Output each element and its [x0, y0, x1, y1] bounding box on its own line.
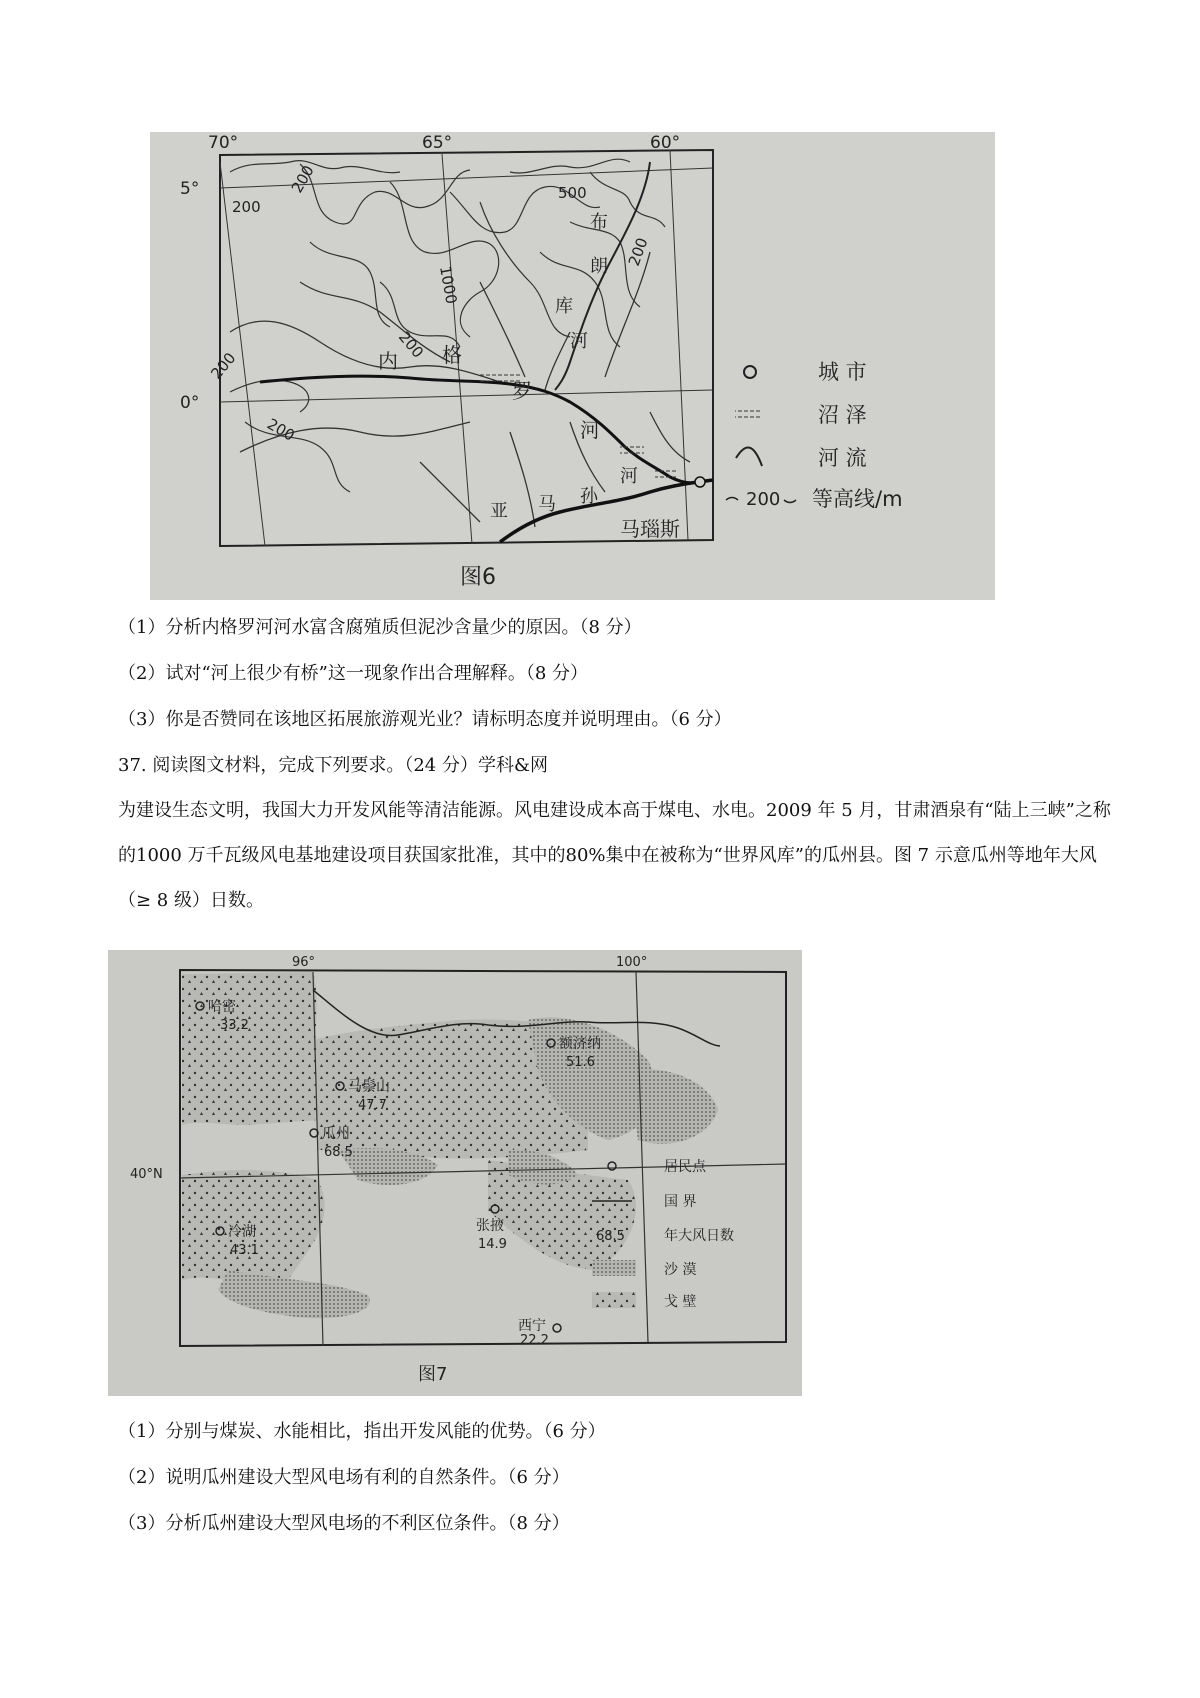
river-label-branco: 朗	[590, 256, 608, 277]
figure-7-map	[108, 950, 802, 1396]
contour-label: 500	[558, 184, 587, 202]
river-label-amazon: 亚	[490, 501, 508, 522]
question-37-2: （2）说明瓜州建设大型风电场有利的自然条件。（6 分）	[118, 1467, 570, 1488]
station-name: 马鬃山	[348, 1079, 390, 1095]
question-37-title: 37. 阅读图文材料，完成下列要求。（24 分）学科&网	[118, 755, 548, 776]
legend-marsh-symbol	[735, 408, 761, 422]
station-value: 47.7	[358, 1098, 387, 1113]
station-name: 额济纳	[559, 1036, 601, 1052]
station-value: 43.1	[230, 1243, 259, 1258]
question-36-3: （3）你是否赞同在该地区拓展旅游观光业？请标明态度并说明理由。（6 分）	[118, 709, 732, 730]
lon-label: 60°	[650, 133, 681, 153]
question-37-1: （1）分别与煤炭、水能相比，指出开发风能的优势。（6 分）	[118, 1421, 606, 1442]
contour-label: 200	[287, 162, 318, 196]
station-value: 51.6	[566, 1055, 595, 1070]
river-label-negro: 罗	[512, 379, 532, 403]
station-name: 冷湖	[228, 1224, 256, 1240]
lat-label: 40°N	[130, 1167, 163, 1182]
lon-label: 70°	[208, 133, 239, 153]
contour-label: 200	[624, 235, 652, 269]
map-frame	[220, 150, 713, 546]
legend-label: 年大风日数	[664, 1228, 734, 1244]
figure-6-caption: 图6	[460, 565, 496, 590]
legend-label: 国 界	[664, 1194, 697, 1210]
river-label-negro: 格	[442, 343, 462, 367]
legend-contour-value: 200	[746, 489, 781, 510]
contour-label: 200	[264, 414, 298, 445]
legend-label: 河 流	[818, 446, 867, 470]
legend-label: 城 市	[818, 360, 867, 384]
river-label-amazon: 孙	[580, 486, 598, 507]
station-name: 瓜州	[322, 1126, 350, 1142]
legend-desert-symbol	[592, 1260, 636, 1276]
station-value: 68.5	[324, 1145, 353, 1160]
legend-label: 等高线/m	[812, 487, 903, 511]
legend-city-symbol	[744, 366, 756, 378]
city-label-manaus: 马瑙斯	[620, 517, 680, 541]
question-36-2: （2）试对“河上很少有桥”这一现象作出合理解释。（8 分）	[118, 663, 589, 684]
river-label-branco: 布	[590, 212, 608, 233]
legend-number-symbol: 68.5	[596, 1229, 625, 1244]
legend-label: 戈 壁	[664, 1294, 697, 1310]
station-value: 22.2	[520, 1333, 549, 1348]
lat-label: 5°	[180, 179, 200, 199]
river-label-negro: 河	[580, 418, 600, 442]
legend-label: 居民点	[664, 1159, 706, 1175]
station-name: 张掖	[476, 1218, 504, 1234]
legend-label: 沼 泽	[818, 403, 867, 427]
question-37-3: （3）分析瓜州建设大型风电场的不利区位条件。（8 分）	[118, 1513, 570, 1534]
river-label-negro: 内	[378, 349, 398, 373]
lon-label: 96°	[292, 955, 316, 970]
lat-label: 0°	[180, 393, 200, 413]
legend-settlement-symbol	[608, 1162, 616, 1170]
contour-label: 200	[207, 349, 240, 383]
legend-label: 沙 漠	[664, 1262, 697, 1278]
river-label-branco: 河	[570, 331, 588, 352]
lon-label: 100°	[616, 955, 648, 970]
legend-gobi-symbol	[592, 1292, 636, 1308]
question-36-1: （1）分析内格罗河河水富含腐殖质但泥沙含量少的原因。（8 分）	[118, 617, 642, 638]
legend-river-symbol	[736, 448, 762, 466]
figure-6-map	[150, 132, 995, 600]
contour-label: 1000	[436, 264, 461, 306]
river-label-branco: 库	[555, 296, 573, 317]
contour-label: 200	[394, 328, 428, 362]
station-name: 哈密	[208, 999, 236, 1015]
question-37-material: 为建设生态文明，我国大力开发风能等清洁能源。风电建设成本高于煤电、水电。2009 年 5 月，甘肃酒泉有“陆上三峡”之称的1000 万千瓦级风电基地建设项目获国家批准，其中的80%集中在被称为“世界风库”的瓜州县。图 7 示意瓜州等地年大风（≥ 8 级）日数。	[118, 800, 1111, 911]
contour-label: 200	[232, 198, 261, 216]
station-value: 14.9	[478, 1237, 507, 1252]
lon-label: 65°	[422, 133, 453, 153]
river-label-amazon: 马	[538, 494, 556, 515]
city-manaus-marker	[695, 477, 705, 487]
station-value: 33.2	[220, 1018, 249, 1033]
river-label-amazon: 河	[620, 466, 638, 487]
figure-7-caption: 图7	[418, 1364, 448, 1385]
station-name: 西宁	[518, 1318, 546, 1334]
